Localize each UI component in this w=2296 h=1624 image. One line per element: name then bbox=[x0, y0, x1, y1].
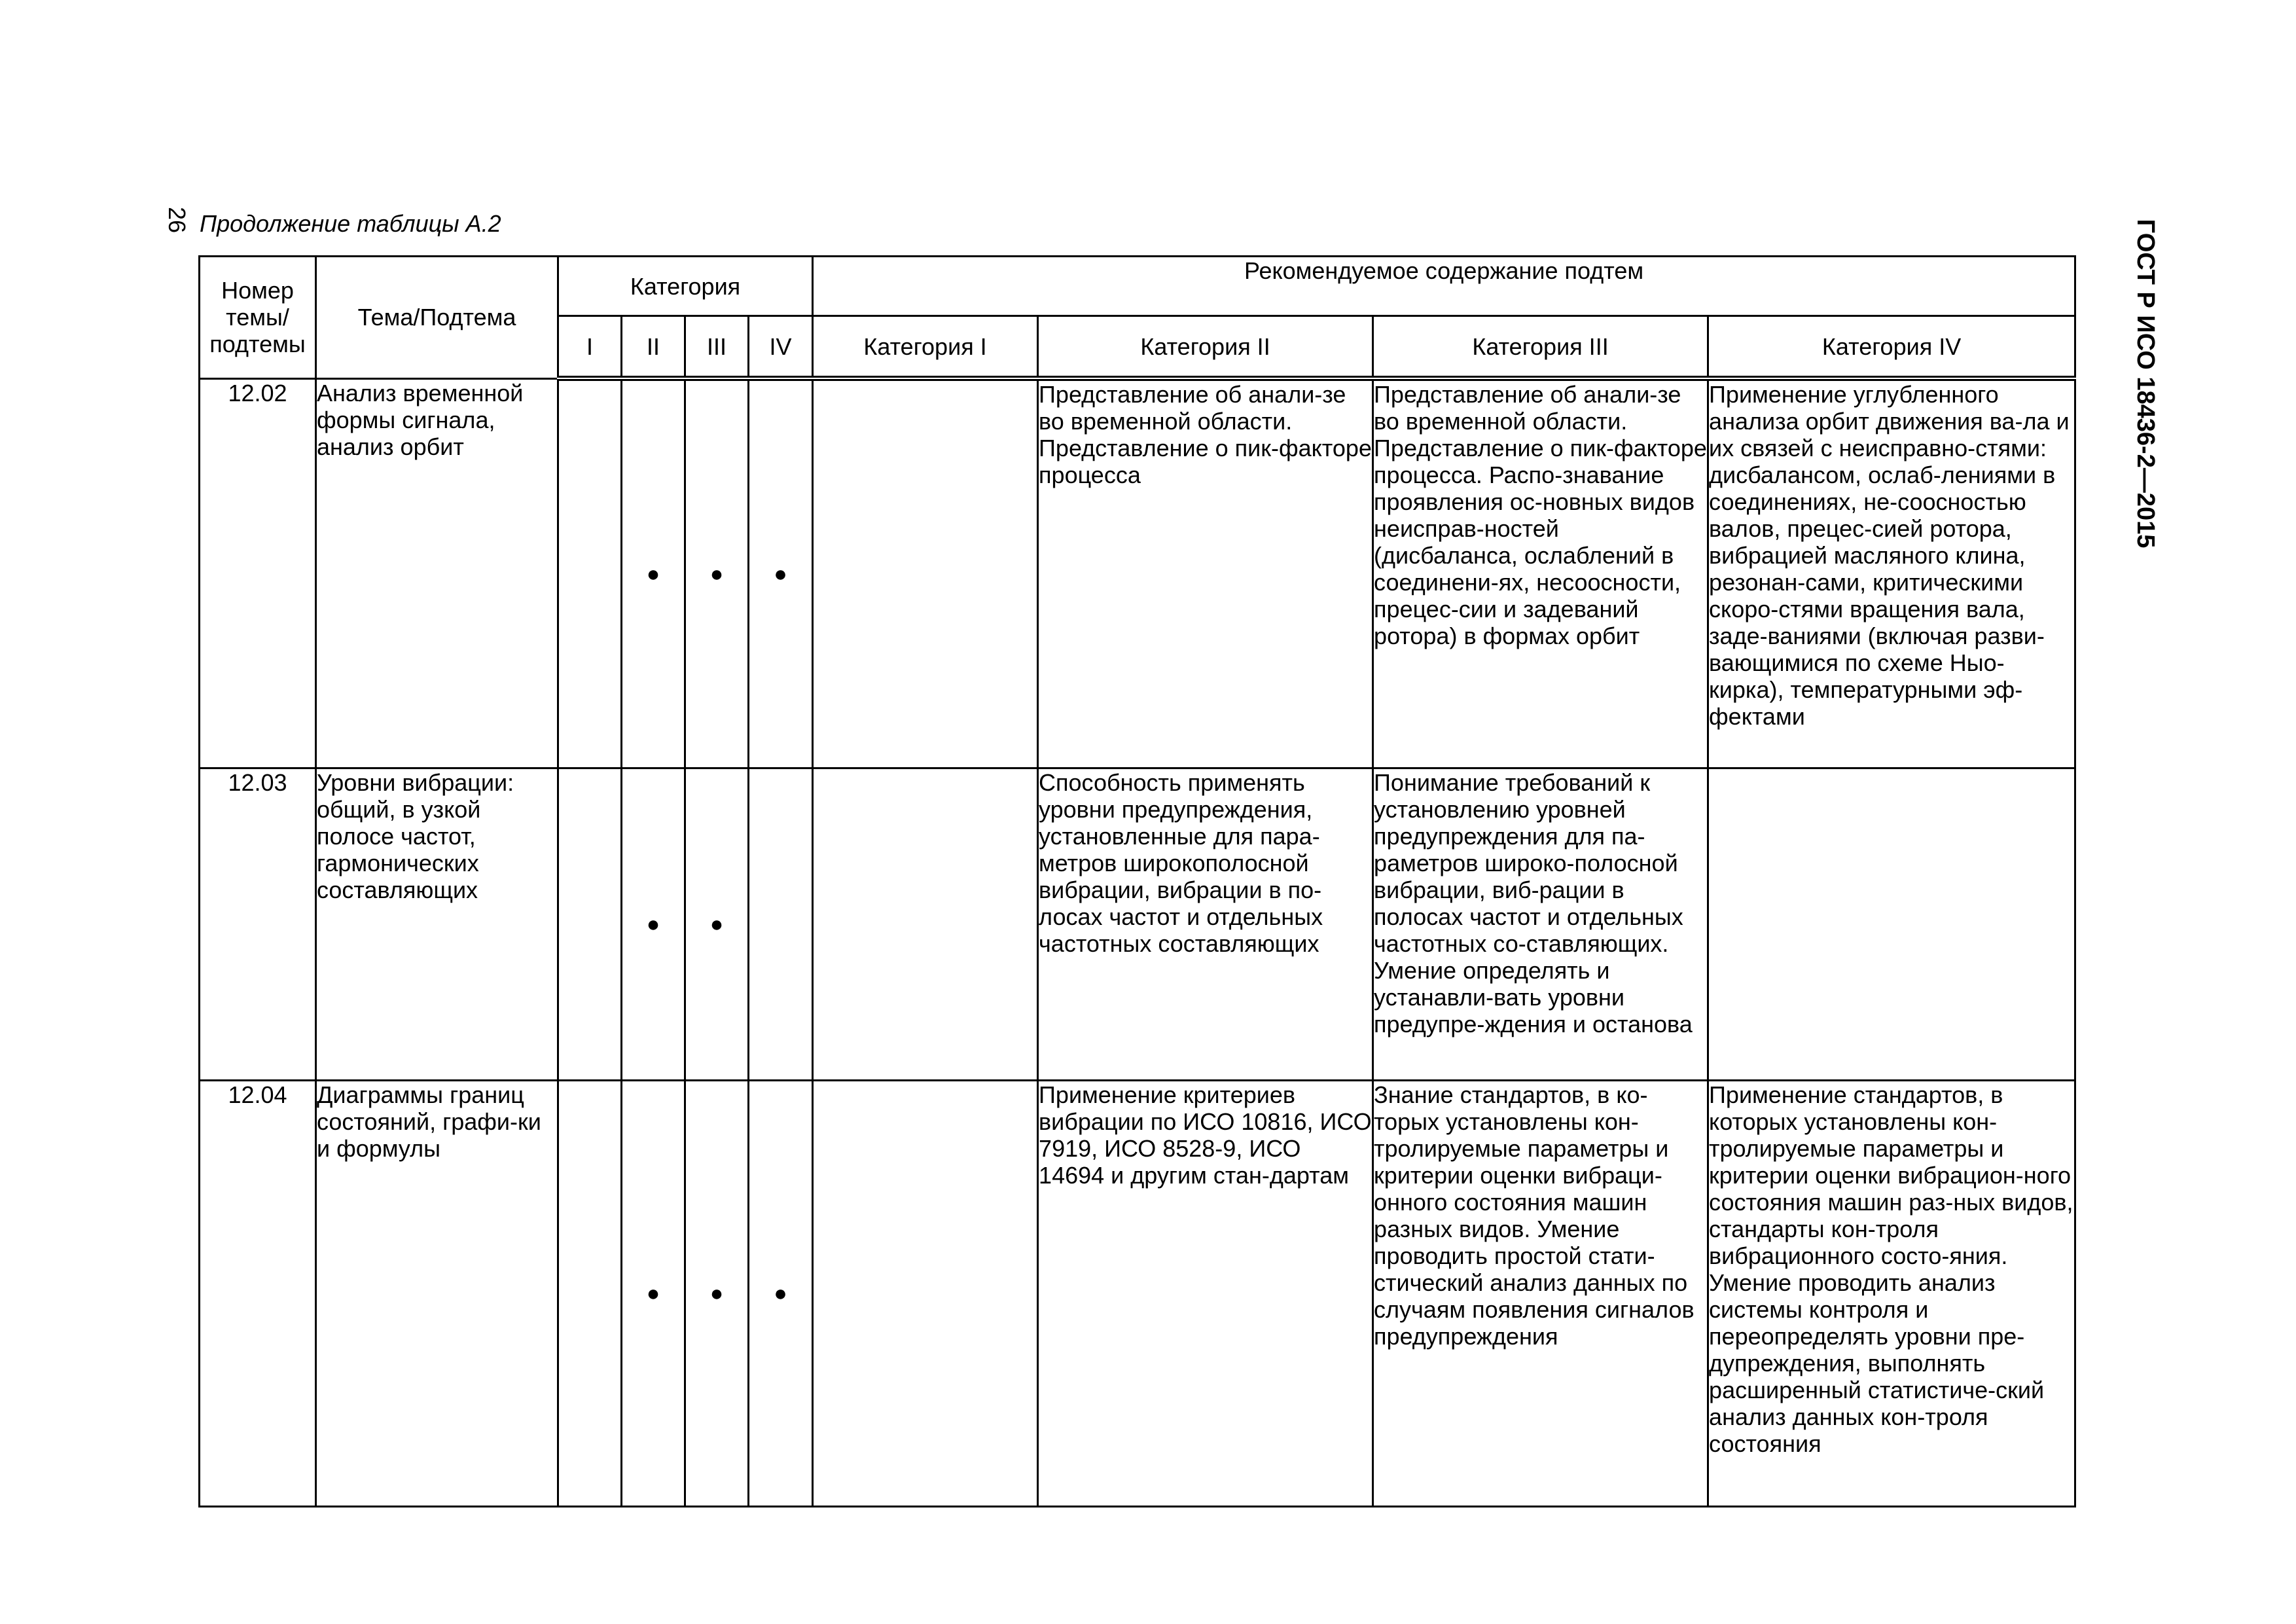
content-cat-2: Способность применять уровни предупреждения, установленные для пара-метров широкополосной вибрации, вибрации в по-лосах частот и отдельных частотных составляющих bbox=[1038, 768, 1373, 1081]
document-code: ГОСТ Р ИСО 18436-2—2015 bbox=[2132, 219, 2159, 549]
requirements-table bbox=[198, 255, 2076, 1507]
header-cat-4: IV bbox=[749, 316, 813, 379]
category-mark bbox=[749, 768, 813, 1081]
header-category: Категория bbox=[558, 257, 813, 316]
content-cat-3: Знание стандартов, в ко-торых установлены кон-тролируемые параметры и критерии оценки вибраци-онного состояния машин разных видов. Умение проводить простой стати-стический анализ данных по случаям появления сигналов предупреждения bbox=[1373, 1081, 1708, 1507]
category-mark bbox=[558, 768, 622, 1081]
content-cat-4: Применение углубленного анализа орбит движения ва-ла и их связей с неисправно-стями: дисбалансом, ослаб-лениями в соединениях, не-соосностью валов, прецес-сией ротора, вибрацией масляного клина, резонан-сами, критическими скоро-стями вращения вала, заде-ваниями (включая разви-вающимися по схеме Ныо-кирка), температурными эф-фектами bbox=[1708, 378, 2075, 768]
table-row bbox=[200, 378, 2075, 768]
table-caption: Продолжение таблицы А.2 bbox=[200, 210, 501, 237]
row-topic: Уровни вибрации: общий, в узкой полосе частот, гармонических составляющих bbox=[316, 768, 558, 1081]
content-cat-1 bbox=[813, 768, 1038, 1081]
category-mark: ● bbox=[749, 378, 813, 768]
header-topic: Тема/Подтема bbox=[316, 257, 558, 379]
header-content-cat-4: Категория IV bbox=[1708, 316, 2075, 379]
row-number: 12.03 bbox=[200, 768, 316, 1081]
category-mark bbox=[558, 1081, 622, 1507]
header-cat-1: I bbox=[558, 316, 622, 379]
category-mark: ● bbox=[685, 768, 749, 1081]
row-topic: Анализ временной формы сигнала, анализ орбит bbox=[316, 378, 558, 768]
row-number: 12.02 bbox=[200, 378, 316, 768]
table-header bbox=[200, 257, 2075, 379]
content-cat-3: Представление об анали-зе во временной области. Представление о пик-факторе процесса. Распо-знавание проявления ос-новных видов неисправ-ностей (дисбаланса, ослаблений в соединени-ях, несоосности, прецес-сии и задеваний ротора) в формах орбит bbox=[1373, 378, 1708, 768]
category-mark bbox=[558, 378, 622, 768]
header-content-cat-1: Категория I bbox=[813, 316, 1038, 379]
table-row bbox=[200, 1081, 2075, 1507]
content-cat-1 bbox=[813, 1081, 1038, 1507]
header-cat-2: II bbox=[622, 316, 685, 379]
content-cat-2: Представление об анали-зе во временной области. Представление о пик-факторе процесса bbox=[1038, 378, 1373, 768]
category-mark: ● bbox=[622, 378, 685, 768]
page-number: 26 bbox=[164, 206, 191, 234]
header-number: Номер темы/ подтемы bbox=[200, 257, 316, 379]
header-cat-3: III bbox=[685, 316, 749, 379]
header-recommended-content: Рекомендуемое содержание подтем bbox=[813, 257, 2075, 316]
row-topic: Диаграммы границ состояний, графи-ки и формулы bbox=[316, 1081, 558, 1507]
row-number: 12.04 bbox=[200, 1081, 316, 1507]
header-content-cat-2: Категория II bbox=[1038, 316, 1373, 379]
content-cat-2: Применение критериев вибрации по ИСО 10816, ИСО 7919, ИСО 8528-9, ИСО 14694 и другим стан-дартам bbox=[1038, 1081, 1373, 1507]
category-mark: ● bbox=[749, 1081, 813, 1507]
category-mark: ● bbox=[685, 1081, 749, 1507]
content-cat-3: Понимание требований к установлению уровней предупреждения для па-раметров широко-полосной вибрации, виб-рации в полосах частот и отдельных частотных со-ставляющих. Умение определять и устанавли-вать уровни предупре-ждения и останова bbox=[1373, 768, 1708, 1081]
content-cat-4: Применение стандартов, в которых установлены кон-тролируемые параметры и критерии оценки вибрацион-ного состояния машин раз-ных видов, стандарты кон-троля вибрационного состо-яния. Умение проводить анализ системы контроля и переопределять уровни пре-дупреждения, выполнять расширенный статистиче-ский анализ данных кон-троля состояния bbox=[1708, 1081, 2075, 1507]
content-cat-1 bbox=[813, 378, 1038, 768]
category-mark: ● bbox=[685, 378, 749, 768]
table-row bbox=[200, 768, 2075, 1081]
content-cat-4 bbox=[1708, 768, 2075, 1081]
category-mark: ● bbox=[622, 768, 685, 1081]
category-mark: ● bbox=[622, 1081, 685, 1507]
header-content-cat-3: Категория III bbox=[1373, 316, 1708, 379]
